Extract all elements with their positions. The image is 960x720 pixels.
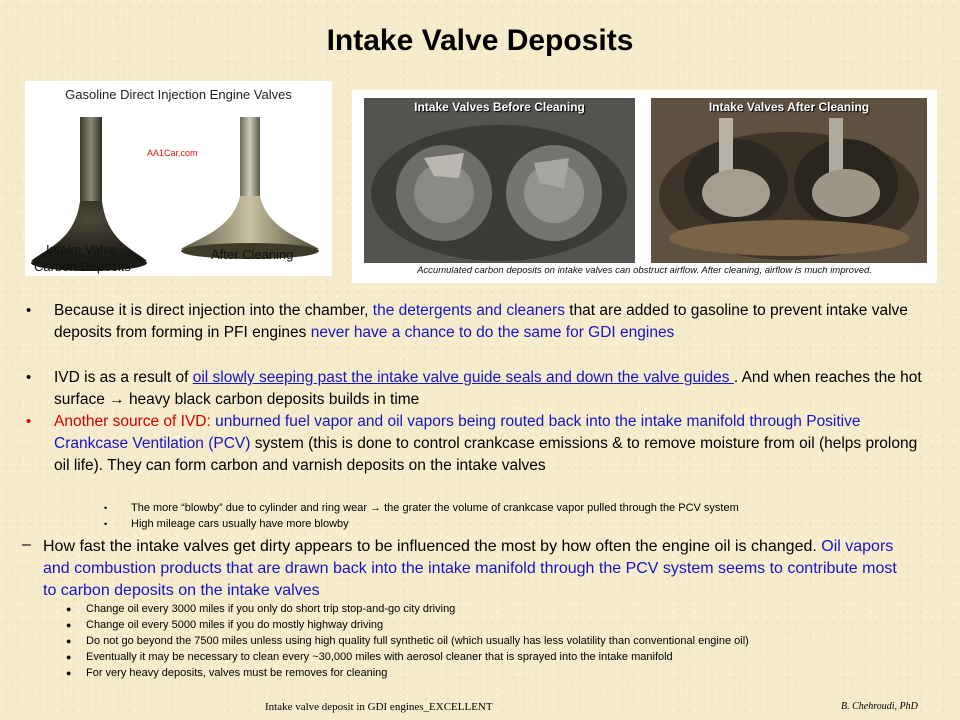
text: never have a chance to do the same for GDI engines bbox=[310, 324, 675, 341]
image1-caption: Gasoline Direct Injection Engine Valves bbox=[65, 87, 292, 102]
sub-bullet-blowby: The more “blowby” due to cylinder and ring wear → the grater the volume of crankcase vapor pulled through the PCV system bbox=[131, 502, 739, 514]
tip-item: Change oil every 3000 miles if you only do short trip stop-and-go city driving bbox=[86, 603, 456, 615]
text: . And when reaches the hot surface → heavy black carbon deposits builds in time bbox=[54, 369, 922, 408]
tip-marker: ● bbox=[66, 636, 72, 646]
text: system (this is done to control crankcase emissions & to remove moisture from oil (helps prolong oil life). They can form carbon and varnish deposits on the intake valves bbox=[54, 435, 918, 474]
text: unburned fuel vapor and oil vapors being routed back into the intake manifold through Positive Crankcase Ventilation (PCV) bbox=[54, 413, 861, 452]
sub-bullet-marker: • bbox=[104, 503, 108, 513]
footer-filename: Intake valve deposit in GDI engines_EXCELLENT bbox=[265, 701, 493, 713]
text: How fast the intake valves get dirty appears to be influenced the most by how often the engine oil is changed. bbox=[43, 538, 822, 555]
bullet-marker: • bbox=[26, 413, 32, 430]
before-ports-illustration bbox=[364, 98, 635, 263]
bullet-ivd-result bbox=[54, 367, 934, 411]
image1-right-caption: After Cleaning bbox=[211, 247, 294, 262]
tip-marker: ● bbox=[66, 604, 72, 614]
tip-item: Eventually it may be necessary to clean every ~30,000 miles with aerosol cleaner that is sprayed into the intake manifold bbox=[86, 651, 673, 663]
tip-item: For very heavy deposits, valves must be removes for cleaning bbox=[86, 667, 388, 679]
bullet-marker: • bbox=[26, 369, 32, 386]
before-label: Intake Valves Before Cleaning bbox=[414, 100, 585, 114]
text: the detergents and cleaners bbox=[372, 302, 565, 319]
image1-watermark: AA1Car.com bbox=[147, 148, 198, 158]
after-ports-illustration bbox=[651, 98, 927, 263]
text: Because it is direct injection into the chamber, bbox=[54, 302, 373, 319]
bullet-direct-injection bbox=[54, 300, 934, 344]
tip-marker: ● bbox=[66, 620, 72, 630]
bullet-marker: • bbox=[26, 302, 32, 319]
tip-item: Change oil every 5000 miles if you do mostly highway driving bbox=[86, 619, 384, 631]
after-label: Intake Valves After Cleaning bbox=[708, 100, 870, 114]
text: IVD is as a result of bbox=[54, 369, 193, 386]
sub-bullet-marker: • bbox=[104, 519, 108, 529]
text: Another source of IVD: bbox=[54, 413, 216, 430]
bullet-pcv-source bbox=[54, 411, 934, 477]
footer-author: B. Chehroudi, PhD bbox=[841, 701, 918, 712]
before-cleaning-photo bbox=[364, 98, 635, 263]
text: that are added to gasoline to prevent intake valve deposits from forming in PFI engines bbox=[54, 302, 908, 341]
slide-title: Intake Valve Deposits bbox=[326, 24, 634, 57]
text: Oil vapors and combustion products that are drawn back into the intake manifold through the PCV system seems to contribute most to carbon deposits on the intake valves bbox=[43, 538, 897, 599]
tip-marker: ● bbox=[66, 652, 72, 662]
link-valve-guides[interactable]: oil slowly seeping past the intake valve guide seals and down the valve guides bbox=[192, 369, 734, 386]
tip-marker: ● bbox=[66, 668, 72, 678]
cleaning-comparison-image bbox=[352, 90, 937, 283]
gdi-valves-image bbox=[25, 81, 332, 276]
after-cleaning-photo bbox=[651, 98, 927, 263]
image1-left-line1: Intake Valve bbox=[46, 242, 117, 257]
image1-left-line2: Carbon Deposits bbox=[34, 259, 131, 274]
dash-marker: – bbox=[22, 536, 31, 553]
oil-change-paragraph bbox=[43, 536, 913, 602]
tip-item: Do not go beyond the 7500 miles unless using high quality full synthetic oil (which usually has less volatility than conventional engine oil) bbox=[86, 635, 749, 647]
image1-left-caption bbox=[34, 241, 131, 275]
image2-caption: Accumulated carbon deposits on intake valves can obstruct airflow. After cleaning, airflow is much improved. bbox=[417, 265, 872, 276]
sub-bullet-high-mileage: High mileage cars usually have more blowby bbox=[131, 518, 349, 530]
